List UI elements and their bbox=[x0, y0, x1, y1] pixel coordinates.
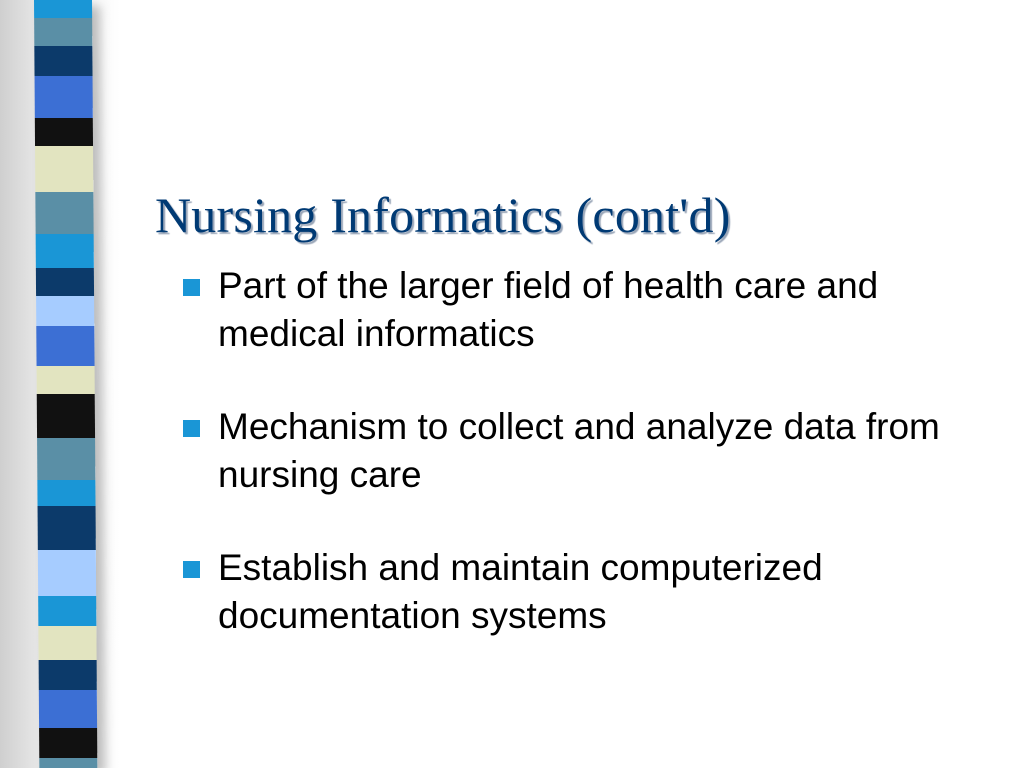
decorative-stripe bbox=[35, 146, 93, 192]
bullet-text: Part of the larger field of health care and medical informatics bbox=[218, 265, 879, 354]
decorative-stripe bbox=[37, 438, 95, 480]
decorative-stripe bbox=[38, 550, 96, 596]
bullet-item bbox=[180, 262, 980, 358]
decorative-stripe bbox=[39, 758, 97, 768]
decorative-stripe bbox=[38, 506, 96, 550]
bullet-item bbox=[180, 403, 980, 499]
decorative-stripe bbox=[34, 18, 92, 46]
bullet-text: Establish and maintain computerized documentation systems bbox=[218, 547, 823, 636]
decorative-stripe bbox=[38, 596, 96, 626]
decorative-stripe bbox=[39, 690, 97, 728]
decorative-stripe bbox=[37, 366, 95, 394]
square-bullet-icon bbox=[183, 279, 200, 296]
decorative-stripe bbox=[37, 480, 95, 506]
decorative-stripe bbox=[38, 626, 96, 660]
bullet-list bbox=[180, 262, 980, 685]
bullet-text: Mechanism to collect and analyze data from nursing care bbox=[218, 406, 940, 495]
decorative-stripe bbox=[34, 46, 92, 76]
decorative-stripe bbox=[36, 234, 94, 268]
decorative-stripe bbox=[35, 118, 93, 146]
decorative-stripe bbox=[39, 728, 97, 758]
decorative-stripe bbox=[35, 192, 93, 234]
decorative-stripe bbox=[39, 660, 97, 690]
decorative-stripe bbox=[37, 394, 95, 438]
decorative-stripe bbox=[36, 268, 94, 296]
decorative-stripe bbox=[35, 76, 93, 118]
bullet-item bbox=[180, 544, 980, 640]
decorative-stripe bbox=[36, 326, 94, 366]
decorative-stripe bbox=[36, 296, 94, 326]
square-bullet-icon bbox=[183, 561, 200, 578]
decorative-stripe bbox=[34, 0, 92, 18]
decorative-striped-bar bbox=[34, 0, 97, 768]
square-bullet-icon bbox=[183, 420, 200, 437]
slide-title: Nursing Informatics (cont'd) bbox=[155, 187, 731, 243]
